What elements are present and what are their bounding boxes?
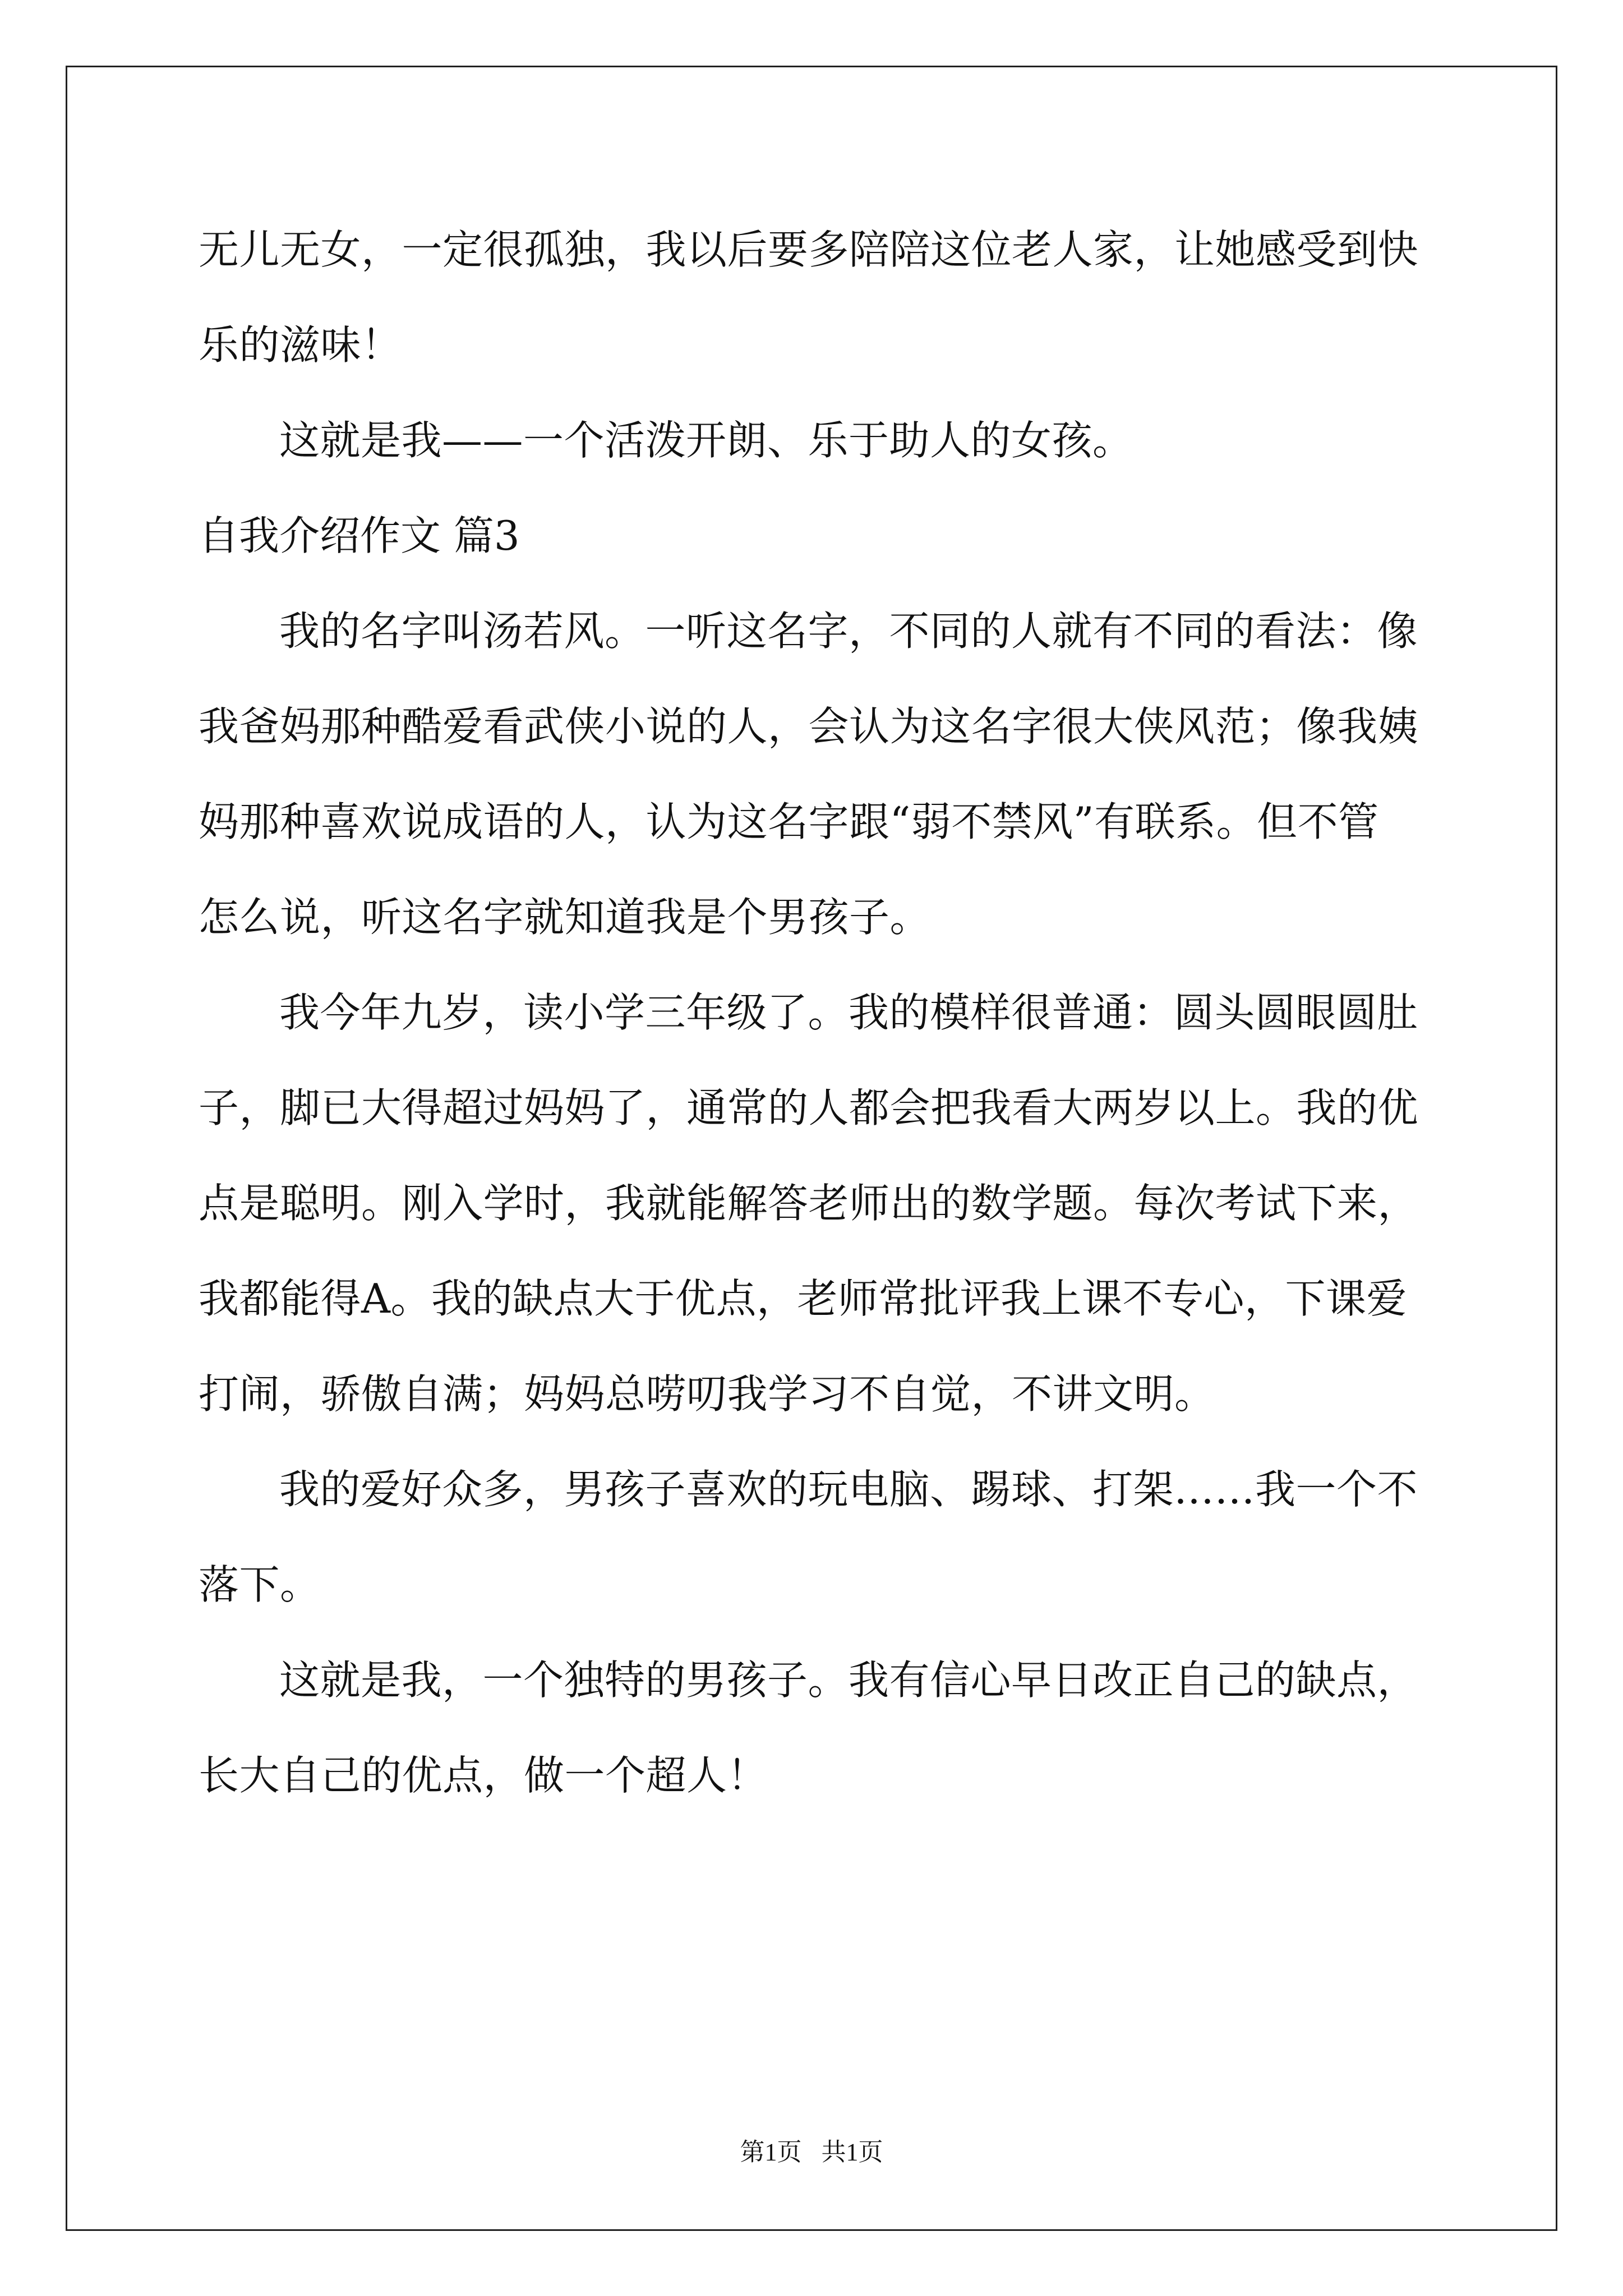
text-line: 无儿无女，一定很孤独，我以后要多陪陪这位老人家，让她感受到快 [199, 226, 1419, 273]
page-total: 共1页 [821, 2138, 883, 2166]
text-line: 妈那种喜欢说成语的人，认为这名字跟“弱不禁风”有联系。但不管 [199, 798, 1379, 845]
text-line: 怎么说，听这名字就知道我是个男孩子。 [199, 894, 931, 941]
text-line: 落下。 [199, 1561, 321, 1608]
text-line: 我爸妈那种酷爱看武侠小说的人，会认为这名字很大侠风范；像我姨 [199, 703, 1419, 750]
text-line: 乐的滋味！ [199, 321, 402, 369]
text-line: 我都能得A。我的缺点大于优点，老师常批评我上课不专心，下课爱 [199, 1275, 1407, 1322]
document-body [199, 202, 1430, 1823]
section-heading: 自我介绍作文 篇3 [199, 512, 520, 559]
text-line: 子，脚已大得超过妈妈了，通常的人都会把我看大两岁以上。我的优 [199, 1084, 1419, 1131]
page-footer [0, 2132, 1623, 2168]
text-line: 我的爱好众多，男孩子喜欢的玩电脑、踢球、打架……我一个不 [279, 1466, 1418, 1513]
text-line: 点是聪明。刚入学时，我就能解答老师出的数学题。每次考试下来， [199, 1180, 1419, 1227]
text-line: 这就是我——一个活泼开朗、乐于助人的女孩。 [279, 417, 1133, 464]
text-line: 长大自己的优点，做一个超人！ [199, 1752, 768, 1799]
text-line: 我的名字叫汤若风。一听这名字，不同的人就有不同的看法：像 [279, 608, 1418, 655]
text-line: 我今年九岁，读小学三年级了。我的模样很普通：圆头圆眼圆肚 [279, 989, 1418, 1036]
text-line: 打闹，骄傲自满；妈妈总唠叨我学习不自觉，不讲文明。 [199, 1370, 1215, 1418]
page-number: 第1页 [740, 2138, 802, 2166]
text-line: 这就是我，一个独特的男孩子。我有信心早日改正自己的缺点， [279, 1657, 1418, 1704]
